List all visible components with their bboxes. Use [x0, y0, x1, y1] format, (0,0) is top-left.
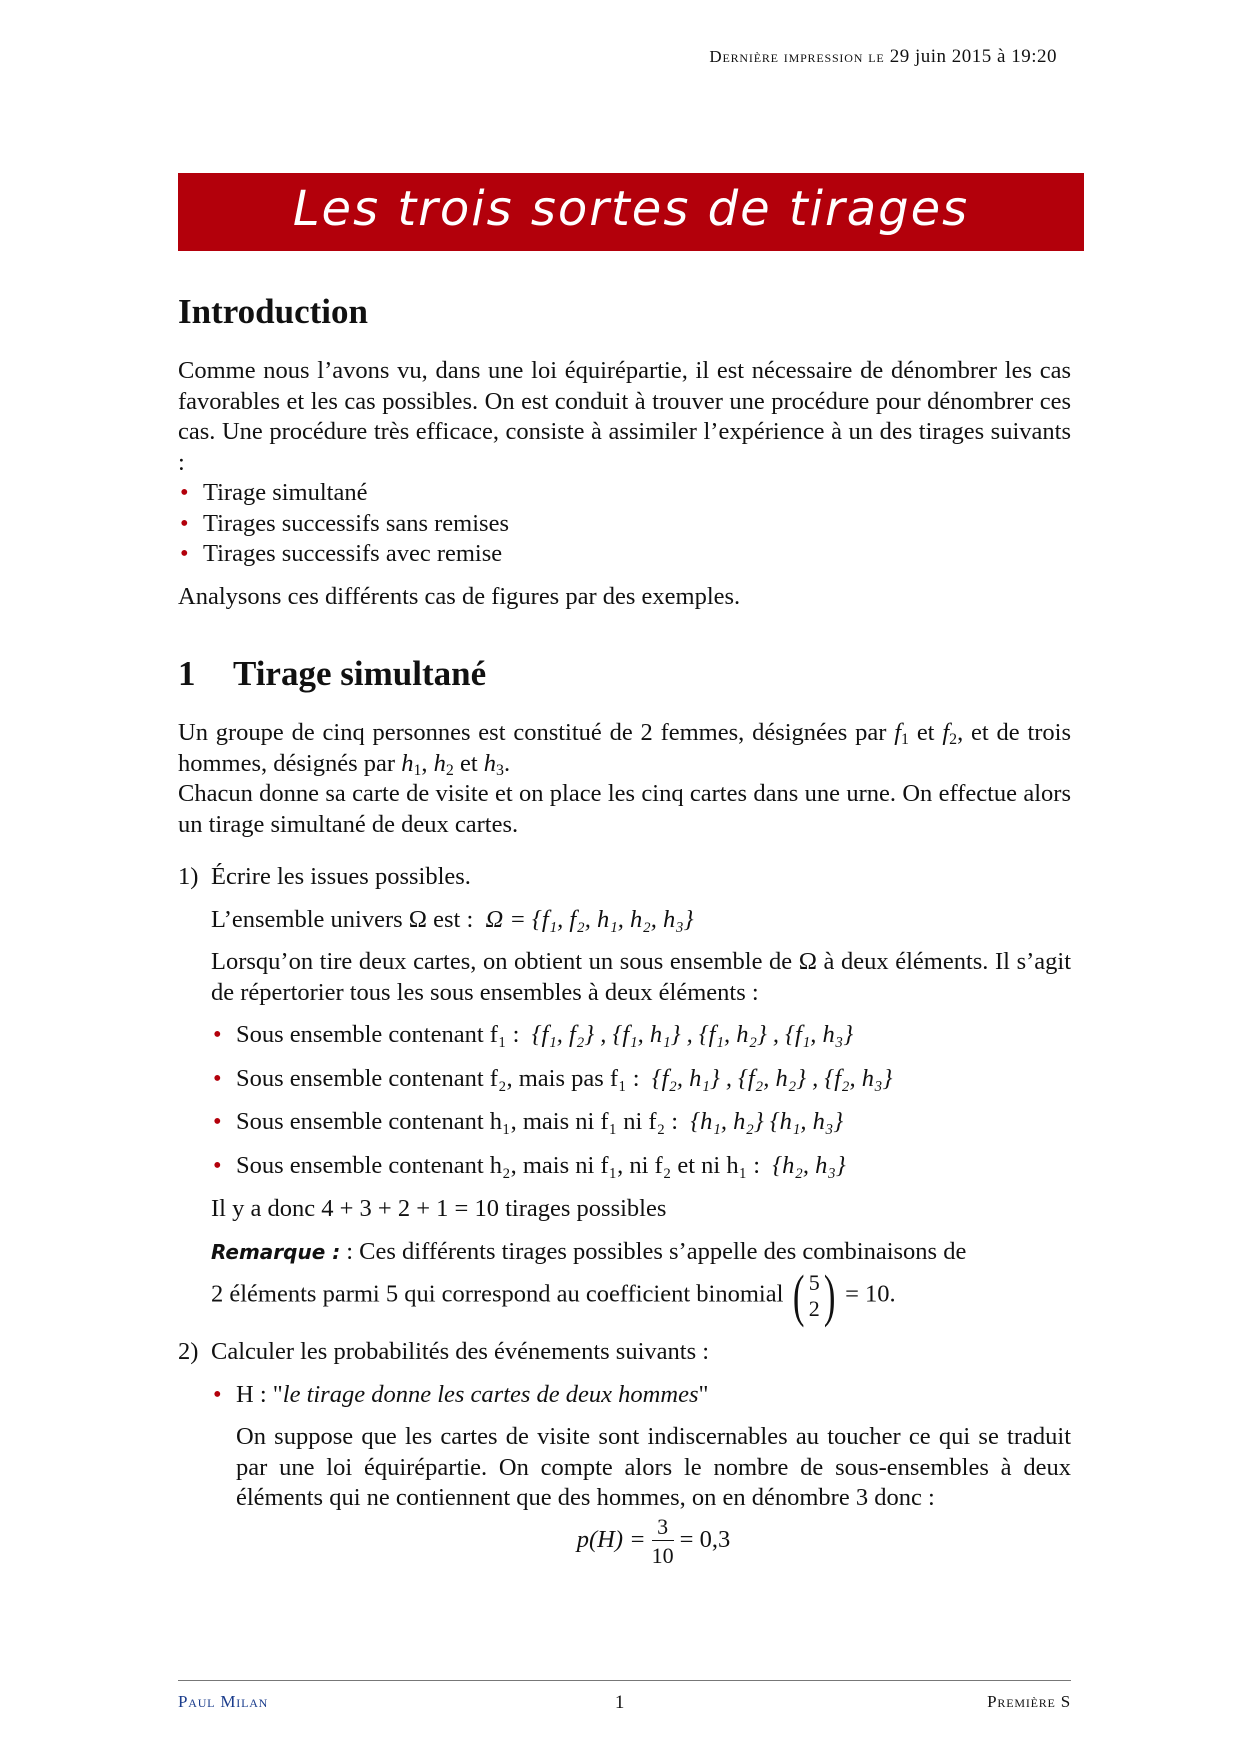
binomial-coefficient: ( 5 2 )	[793, 1263, 836, 1328]
event-definition: • H : "le tirage donne les cartes de deux hommes"	[236, 1380, 709, 1408]
intro-list	[178, 478, 1071, 570]
main-content	[178, 290, 1071, 1569]
footer-class: Première S	[987, 1692, 1071, 1711]
section-paragraph-2: Chacun donne sa carte de visite et on place les cinq cartes dans une urne. On effectue alors un tirage simultané de deux cartes.	[178, 780, 1071, 838]
section-paragraph-1: Un groupe de cinq personnes est constitué de 2 femmes, désignées par $f_1$ et $f_2$, et de trois hommes, désignés par $h_1$, $h_2$ et $h_3$.	[178, 719, 1071, 779]
footer-divider	[178, 1680, 1071, 1681]
footer-author: Paul Milan	[178, 1692, 269, 1711]
intro-closing: Analysons ces différents cas de figures par des exemples.	[178, 582, 741, 610]
question-2: 2) Calculer les probabilités des événements suivants : • H : "le tirage donne les cartes de deux hommes" On suppose que les cartes de visite sont indiscernables au toucher ce qui se traduit par une loi équirépartie. On compte alors le nombre de sous-ensembles à deux éléments qui ne contiennent que des hommes, on en dénombre 3 donc : p(H) = $\frac{3}{10}$ = 0,3	[178, 1337, 1071, 1569]
section-heading: 1 Tirage simultané	[178, 654, 487, 693]
list-item: • Sous ensemble contenant h₂, mais ni f₁, ni f₂ et ni h₁ : {h₂, h₃}	[211, 1151, 1071, 1182]
print-label: Dernière impression le	[709, 47, 885, 66]
list-item: • Sous ensemble contenant f₁ : {f₁, f₂} , {f₁, h₁} , {f₁, h₂} , {f₁, h₃}	[211, 1020, 1071, 1051]
list-item: • Tirages successifs sans remises	[178, 509, 1071, 540]
event-list	[211, 1380, 1071, 1569]
print-date: 29 juin 2015	[889, 46, 992, 67]
remark-label: Remarque :	[211, 1239, 341, 1264]
list-item: • Tirage simultané	[178, 478, 1071, 509]
remark-line-2: 2 éléments parmi 5 qui correspond au coefficient binomial ( 5 2 ) = 10.	[211, 1263, 896, 1328]
intro-paragraph: Comme nous l’avons vu, dans une loi équirépartie, il est nécessaire de dénombrer les cas favorables et les cas possibles. On est conduit à trouver une procédure pour dénombrer ces cas. Une procédure très efficace, consiste à assimiler l’expérience à un des tirages suivants :	[178, 357, 1071, 476]
list-item	[211, 1380, 1071, 1569]
print-at: à	[997, 46, 1006, 67]
print-time: 19:20	[1011, 46, 1057, 67]
universe-line: L’ensemble univers Ω est : Ω = {f₁, f₂, h₁, h₂, h₃}	[211, 905, 694, 933]
list-item: • Sous ensemble contenant f₂, mais pas f₁ : {f₂, h₁} , {f₂, h₂} , {f₂, h₃}	[211, 1064, 1071, 1095]
question-2-title: Calculer les probabilités des événements suivants :	[211, 1338, 710, 1365]
title-banner	[178, 173, 1084, 251]
fraction: $\frac{3}{10}$	[651, 1513, 674, 1568]
question-1-title: Écrire les issues possibles.	[211, 863, 471, 890]
total-line: Il y a donc 4 + 3 + 2 + 1 = 10 tirages possibles	[211, 1195, 667, 1222]
list-item: • Sous ensemble contenant h₁, mais ni f₁ ni f₂ : {h₁, h₂} {h₁, h₃}	[211, 1107, 1071, 1138]
intro-heading: Introduction	[178, 292, 368, 331]
list-item: • Tirages successifs avec remise	[178, 539, 1071, 570]
print-header	[709, 46, 1057, 68]
page-number: 1	[614, 1692, 626, 1713]
subset-list	[211, 1020, 1071, 1181]
subset-intro: Lorsqu’on tire deux cartes, on obtient un sous ensemble de Ω à deux éléments. Il s’agit de répertorier tous les sous ensembles à deux éléments :	[211, 948, 1071, 1006]
question-1: 1) Écrire les issues possibles. L’ensemble univers Ω est : Ω = {f₁, f₂, h₁, h₂, h₃} Lorsqu’on tire deux cartes, on obtient un sous ensemble de Ω à deux éléments. Il s’agit de répertorier tous les sous ensembles à deux éléments : • Sous ensemble contenant f₁ : {f₁, f₂} , {f₁, h₁} , {f₁, h₂} , {f₁, h₃} • Sous ensemble contenant f₂, mais pas f₁ : {f₂, h₁} , {f₂, h₂} , {f₂, h₃} • Sous ensemble contenant h₁, mais ni f₁ ni f₂ : {h₁, h₂} {h₁, h₃} • Sous ensemble contenant h₂, mais ni f₁, ni f₂ et ni h₁ : {h₂, h₃} Il y a donc 4 + 3 + 2 + 1 = 10 tirages possibles Remarque : : Ces différents tirages possibles s’appelle des combinaisons de 2 éléments parmi 5 qui correspond au coefficient binomial ( 5 2 ) = 10.	[178, 862, 1071, 1325]
page-title: Les trois sortes de tirages	[292, 181, 970, 237]
event-paragraph: On suppose que les cartes de visite sont indiscernables au toucher ce qui se traduit par une loi équirépartie. On compte alors le nombre de sous-ensembles à deux éléments qui ne contiennent que des hommes, on en dénombre 3 donc :	[236, 1423, 1071, 1511]
remark-line-1: Remarque : : Ces différents tirages possibles s’appelle des combinaisons de	[211, 1237, 967, 1265]
probability-formula: p(H) = $\frac{3}{10}$ = 0,3	[576, 1513, 731, 1568]
